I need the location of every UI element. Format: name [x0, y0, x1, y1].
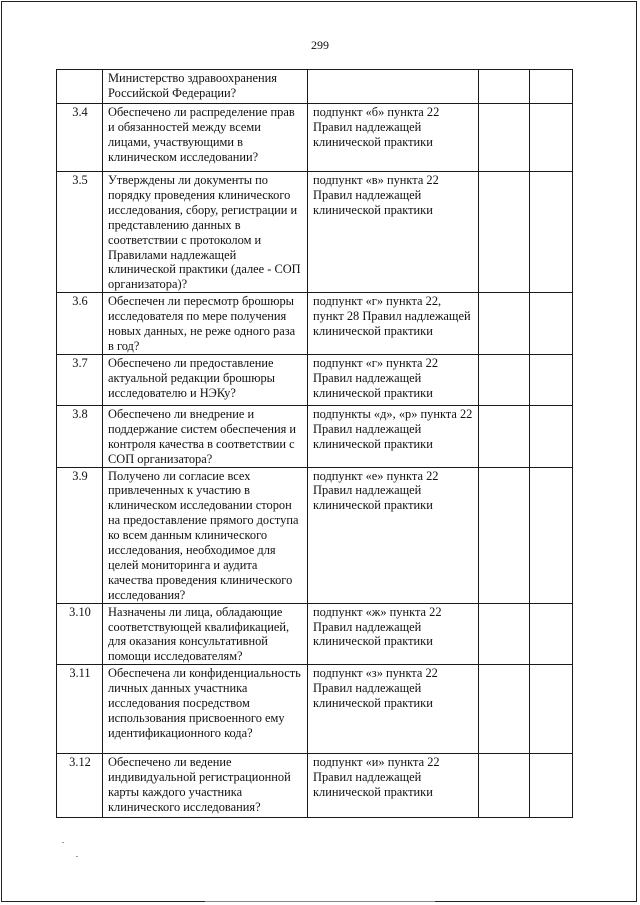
answer-cell-no[interactable]	[530, 104, 573, 172]
checklist-table	[56, 69, 573, 818]
answer-cell-yes[interactable]	[479, 754, 530, 818]
answer-cell-no[interactable]	[530, 293, 573, 355]
legal-reference	[308, 70, 479, 104]
page-number: 299	[311, 38, 329, 52]
scan-speck	[76, 856, 78, 857]
table-row	[57, 754, 573, 818]
table-row	[57, 293, 573, 355]
answer-cell-no[interactable]	[530, 467, 573, 603]
scan-edge-line	[205, 901, 435, 902]
question-text: Получено ли согласие всех привлеченных к участию в клиническом исследовании сторон на предоставление прямого доступа ко всем данным клинического исследования, необходимое для целей мониторинга и аудита качества проведения клинического исследования?	[103, 467, 308, 603]
question-text: Министерство здравоохранения Российской Федерации?	[103, 70, 308, 104]
item-number: 3.6	[57, 293, 103, 355]
answer-cell-yes[interactable]	[479, 603, 530, 665]
legal-reference: подпункт «г» пункта 22, пункт 28 Правил надлежащей клинической практики	[308, 293, 479, 355]
question-text: Обеспечено ли ведение индивидуальной регистрационной карты каждого участника клинического исследования?	[103, 754, 308, 818]
item-number: 3.12	[57, 754, 103, 818]
legal-reference: подпункт «в» пункта 22 Правил надлежащей клинической практики	[308, 172, 479, 293]
legal-reference: подпункт «б» пункта 22 Правил надлежащей клинической практики	[308, 104, 479, 172]
answer-cell-yes[interactable]	[479, 467, 530, 603]
table-row	[57, 405, 573, 467]
legal-reference: подпункт «е» пункта 22 Правил надлежащей клинической практики	[308, 467, 479, 603]
answer-cell-yes[interactable]	[479, 293, 530, 355]
table-row	[57, 603, 573, 665]
answer-cell-no[interactable]	[530, 754, 573, 818]
answer-cell-no[interactable]	[530, 172, 573, 293]
legal-reference: подпункт «и» пункта 22 Правил надлежащей клинической практики	[308, 754, 479, 818]
table-row	[57, 104, 573, 172]
question-text: Обеспечено ли распределение прав и обязанностей между всеми лицами, участвующими в клиническом исследовании?	[103, 104, 308, 172]
question-text: Утверждены ли документы по порядку проведения клинического исследования, сбору, регистрации и представлению данных в соответствии с протоколом и Правилами надлежащей клинической практики (далее - СОП организатора)?	[103, 172, 308, 293]
question-text: Обеспечено ли предоставление актуальной редакции брошюры исследователю и НЭКу?	[103, 354, 308, 405]
answer-cell-yes[interactable]	[479, 70, 530, 104]
table-row	[57, 172, 573, 293]
answer-cell-yes[interactable]	[479, 354, 530, 405]
table-row	[57, 354, 573, 405]
answer-cell-yes[interactable]	[479, 172, 530, 293]
table-row	[57, 665, 573, 754]
question-text: Обеспечено ли внедрение и поддержание систем обеспечения и контроля качества в соответствии с СОП организатора?	[103, 405, 308, 467]
item-number: 3.4	[57, 104, 103, 172]
item-number: 3.9	[57, 467, 103, 603]
question-text: Обеспечена ли конфиденциальность личных данных участника исследования посредством использования присвоенного ему идентификационного кода?	[103, 665, 308, 754]
item-number: 3.5	[57, 172, 103, 293]
answer-cell-no[interactable]	[530, 70, 573, 104]
answer-cell-yes[interactable]	[479, 104, 530, 172]
item-number: 3.10	[57, 603, 103, 665]
answer-cell-no[interactable]	[530, 665, 573, 754]
question-text: Назначены ли лица, обладающие соответствующей квалификацией, для оказания консультативной помощи исследователям?	[103, 603, 308, 665]
answer-cell-yes[interactable]	[479, 665, 530, 754]
question-text: Обеспечен ли пересмотр брошюры исследователя по мере получения новых данных, не реже одного раза в год?	[103, 293, 308, 355]
answer-cell-yes[interactable]	[479, 405, 530, 467]
answer-cell-no[interactable]	[530, 354, 573, 405]
scan-speck	[62, 842, 64, 843]
item-number: 3.7	[57, 354, 103, 405]
table-row	[57, 70, 573, 104]
answer-cell-no[interactable]	[530, 603, 573, 665]
table-row	[57, 467, 573, 603]
item-number: 3.11	[57, 665, 103, 754]
legal-reference: подпункты «д», «р» пункта 22 Правил надлежащей клинической практики	[308, 405, 479, 467]
answer-cell-no[interactable]	[530, 405, 573, 467]
item-number: 3.8	[57, 405, 103, 467]
item-number	[57, 70, 103, 104]
legal-reference: подпункт «з» пункта 22 Правил надлежащей клинической практики	[308, 665, 479, 754]
legal-reference: подпункт «ж» пункта 22 Правил надлежащей клинической практики	[308, 603, 479, 665]
legal-reference: подпункт «г» пункта 22 Правил надлежащей клинической практики	[308, 354, 479, 405]
